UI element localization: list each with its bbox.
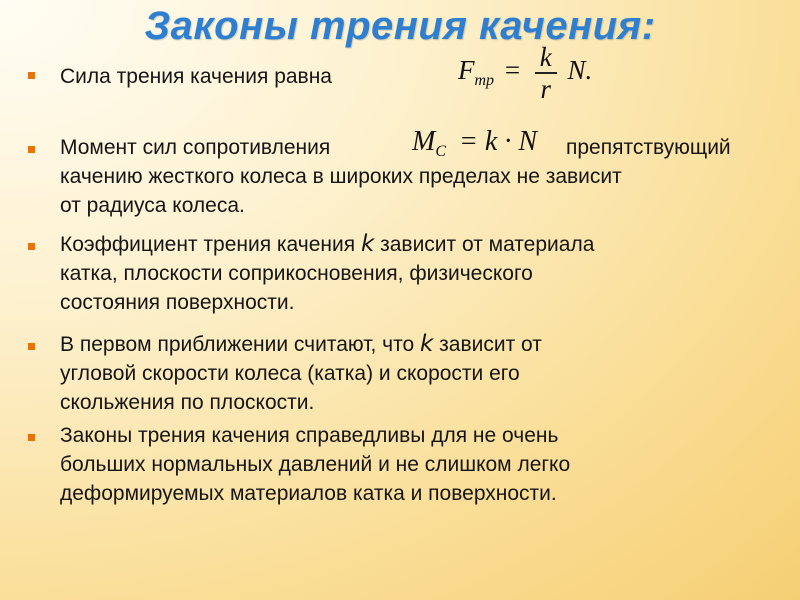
formula2-lhs-sub: C	[435, 143, 446, 160]
bullet-4-line3: скольжения по плоскости.	[60, 391, 315, 414]
bullet-3-line2: катка, плоскости соприкосновения, физического	[60, 262, 533, 285]
formula1-denominator: r	[540, 73, 552, 104]
formula2-rhs: = k · N	[459, 126, 537, 157]
bullet-4-line1-post: зависит от	[433, 333, 542, 356]
bullet-4-line2: угловой скорости колеса (катка) и скорости его	[60, 362, 520, 385]
bullet-4-line1-pre: В первом приближении считают, что	[60, 333, 420, 356]
bullet-5-line2: больших нормальных давлений и не слишком легко	[60, 453, 571, 476]
coefficient-k: k	[420, 331, 434, 357]
bullet-2-line1-b: препятствующий	[566, 136, 731, 159]
slide-title: Законы трения качения:	[144, 4, 656, 48]
bullet-4-line1	[60, 330, 542, 359]
bullet-1-text: Сила трения качения равна	[60, 65, 332, 88]
bullet-2-line3: от радиуса колеса.	[60, 194, 245, 217]
bullet-3-line1-post: зависит от материала	[374, 233, 595, 256]
formula1-lhs-sub: тр	[474, 71, 495, 89]
formula1-fraction	[535, 42, 557, 104]
bullet-3-line3: состояния поверхности.	[60, 291, 295, 314]
formula1-lhs: F	[458, 54, 475, 85]
formula2-lhs: M	[412, 126, 436, 157]
bullet-5-line1: Законы трения качения справедливы для не очень	[60, 424, 559, 447]
bullet-3-line1-pre: Коэффициент трения качения	[60, 233, 361, 256]
bullet-3-line1	[60, 230, 594, 259]
formula1-numerator: k	[539, 42, 552, 72]
bullet-marker	[28, 146, 35, 153]
formula1-eq: =	[504, 54, 521, 85]
resistance-moment-formula	[412, 126, 537, 161]
bullet-2-line2: качению жесткого колеса в широких пределах не зависит	[60, 165, 622, 188]
formula1-rhs: N.	[567, 54, 593, 85]
bullet-marker	[28, 343, 35, 350]
coefficient-k: k	[360, 231, 375, 257]
bullet-marker	[28, 434, 35, 441]
rolling-friction-force-formula	[458, 42, 592, 104]
bullet-marker	[28, 243, 35, 250]
bullet-2-line1-a: Момент сил сопротивления	[60, 136, 331, 159]
bullet-5-line3: деформируемых материалов катка и поверхности.	[60, 482, 557, 505]
bullet-marker	[28, 72, 35, 79]
